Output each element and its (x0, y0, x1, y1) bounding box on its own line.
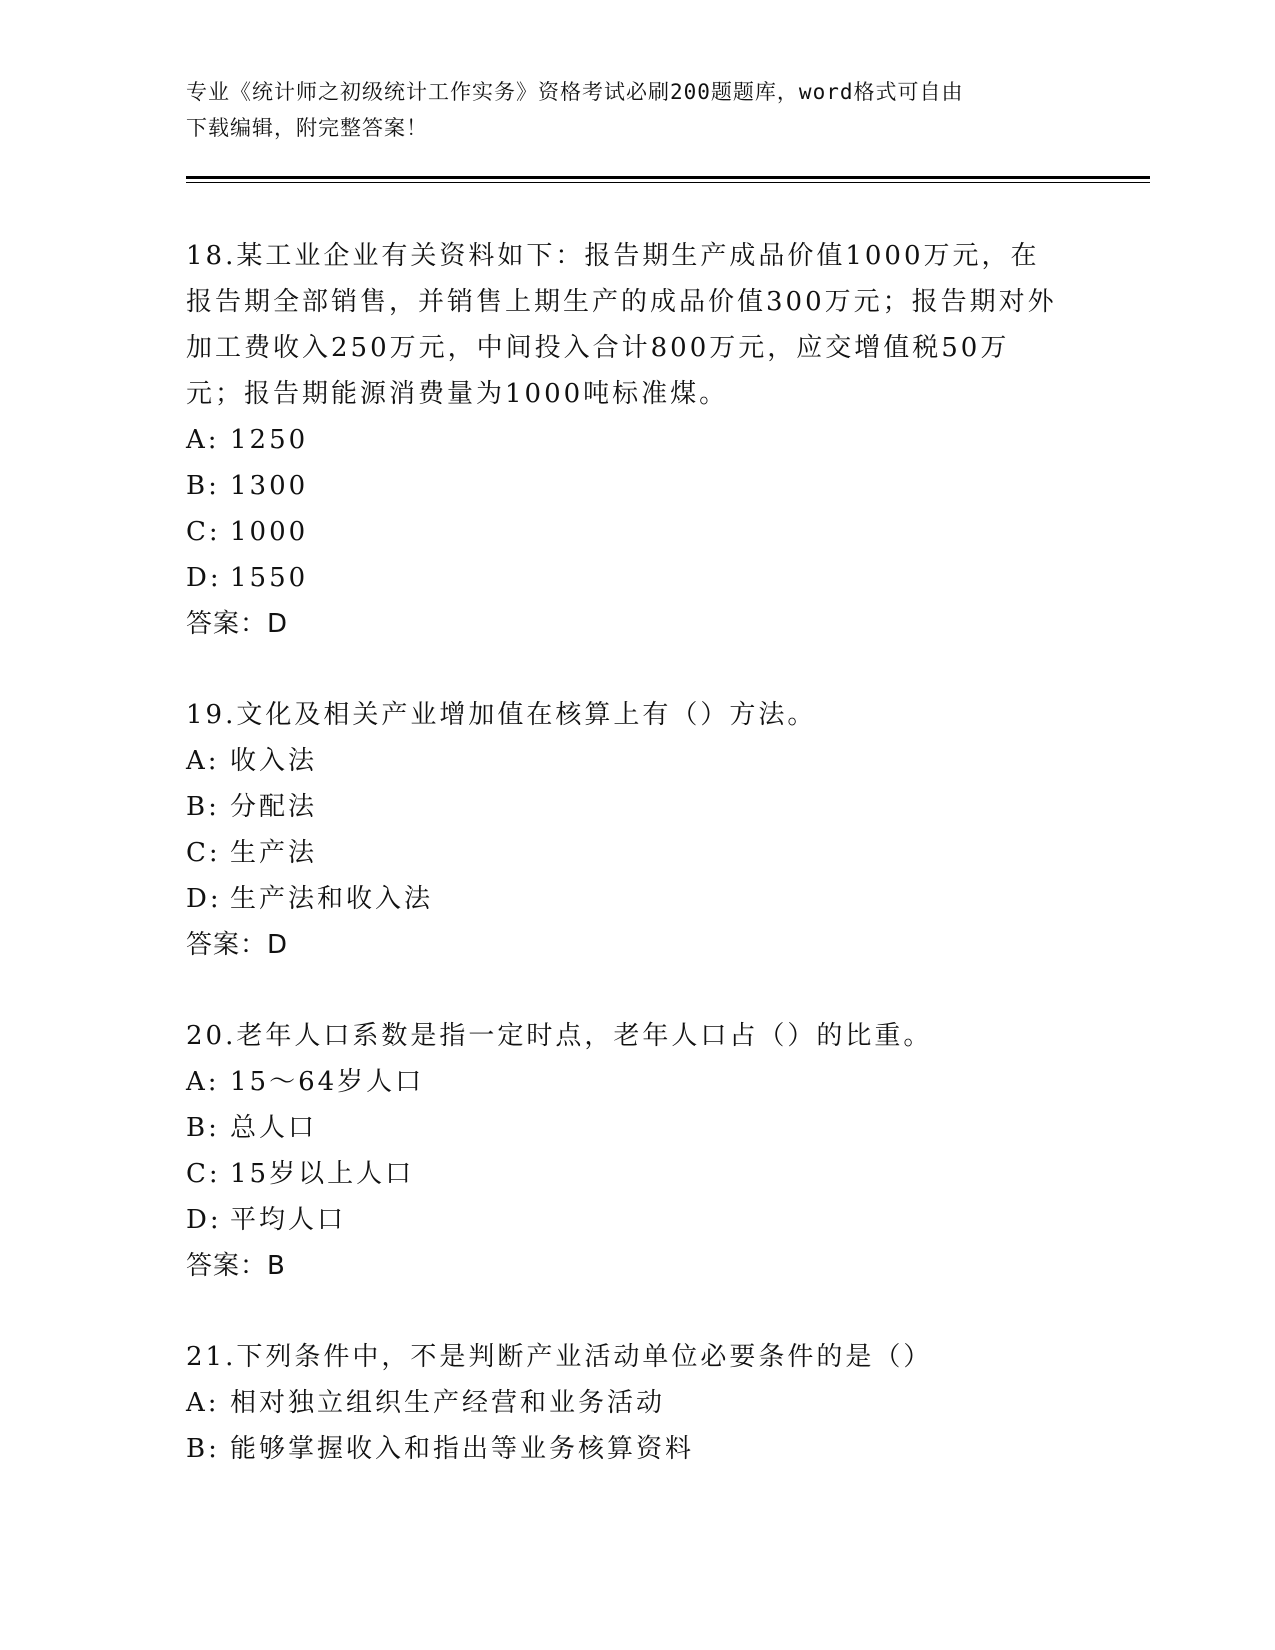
option-key: A: (186, 746, 220, 776)
option-a (186, 417, 1066, 463)
option-text: 1550 (230, 563, 309, 593)
option-a (186, 1380, 1066, 1426)
question-21 (186, 1334, 1066, 1472)
option-key: C: (186, 1159, 221, 1189)
answer-line: 答案：B (186, 1251, 286, 1281)
option-key: A: (186, 1388, 220, 1418)
question-stem: 21.下列条件中，不是判断产业活动单位必要条件的是（） (186, 1342, 933, 1372)
header-line-2: 下载编辑，附完整答案！ (186, 116, 428, 140)
option-text: 1000 (230, 517, 309, 547)
option-text: 平均人口 (230, 1205, 347, 1235)
option-d (186, 876, 1066, 922)
option-key: A: (186, 1067, 220, 1097)
option-a (186, 738, 1066, 784)
option-key: D: (186, 563, 222, 593)
option-text: 1300 (230, 471, 309, 501)
question-18 (186, 233, 1066, 647)
option-b (186, 1426, 1066, 1472)
option-b (186, 784, 1066, 830)
question-20 (186, 1013, 1066, 1289)
option-text: 分配法 (230, 792, 318, 822)
option-key: B: (186, 1113, 220, 1143)
option-text: 15岁以上人口 (230, 1159, 415, 1189)
option-d (186, 555, 1066, 601)
option-key: C: (186, 517, 221, 547)
header-divider-thick (186, 176, 1150, 179)
header-line-1: 专业《统计师之初级统计工作实务》资格考试必刷200题题库，word格式可自由 (186, 80, 964, 104)
option-key: D: (186, 1205, 222, 1235)
question-stem: 18.某工业企业有关资料如下：报告期生产成品价值1000万元，在报告期全部销售，并销售上期生产的成品价值300万元；报告期对外加工费收入250万元，中间投入合计800万元，应交增值税50万元；报告期能源消费量为1000吨标准煤。 (186, 241, 1057, 409)
option-key: C: (186, 838, 221, 868)
option-text: 能够掌握收入和指出等业务核算资料 (230, 1434, 695, 1464)
option-text: 相对独立组织生产经营和业务活动 (230, 1388, 666, 1418)
option-a (186, 1059, 1066, 1105)
option-c (186, 1151, 1066, 1197)
question-19 (186, 692, 1066, 968)
option-key: B: (186, 792, 220, 822)
question-stem: 20.老年人口系数是指一定时点，老年人口占（）的比重。 (186, 1021, 933, 1051)
option-text: 收入法 (230, 746, 318, 776)
question-list (186, 233, 1066, 1517)
option-text: 生产法 (230, 838, 318, 868)
header-divider-thin (186, 182, 1150, 183)
option-key: B: (186, 471, 220, 501)
option-d (186, 1197, 1066, 1243)
option-text: 生产法和收入法 (230, 884, 434, 914)
option-b (186, 463, 1066, 509)
option-b (186, 1105, 1066, 1151)
option-key: B: (186, 1434, 220, 1464)
option-c (186, 830, 1066, 876)
answer-line: 答案：D (186, 930, 289, 960)
question-stem: 19.文化及相关产业增加值在核算上有（）方法。 (186, 700, 817, 730)
option-c (186, 509, 1066, 555)
option-text: 总人口 (230, 1113, 318, 1143)
option-key: D: (186, 884, 222, 914)
option-key: A: (186, 425, 220, 455)
document-header (186, 74, 1086, 146)
option-text: 15～64岁人口 (230, 1067, 425, 1097)
answer-line: 答案：D (186, 609, 289, 639)
option-text: 1250 (230, 425, 309, 455)
